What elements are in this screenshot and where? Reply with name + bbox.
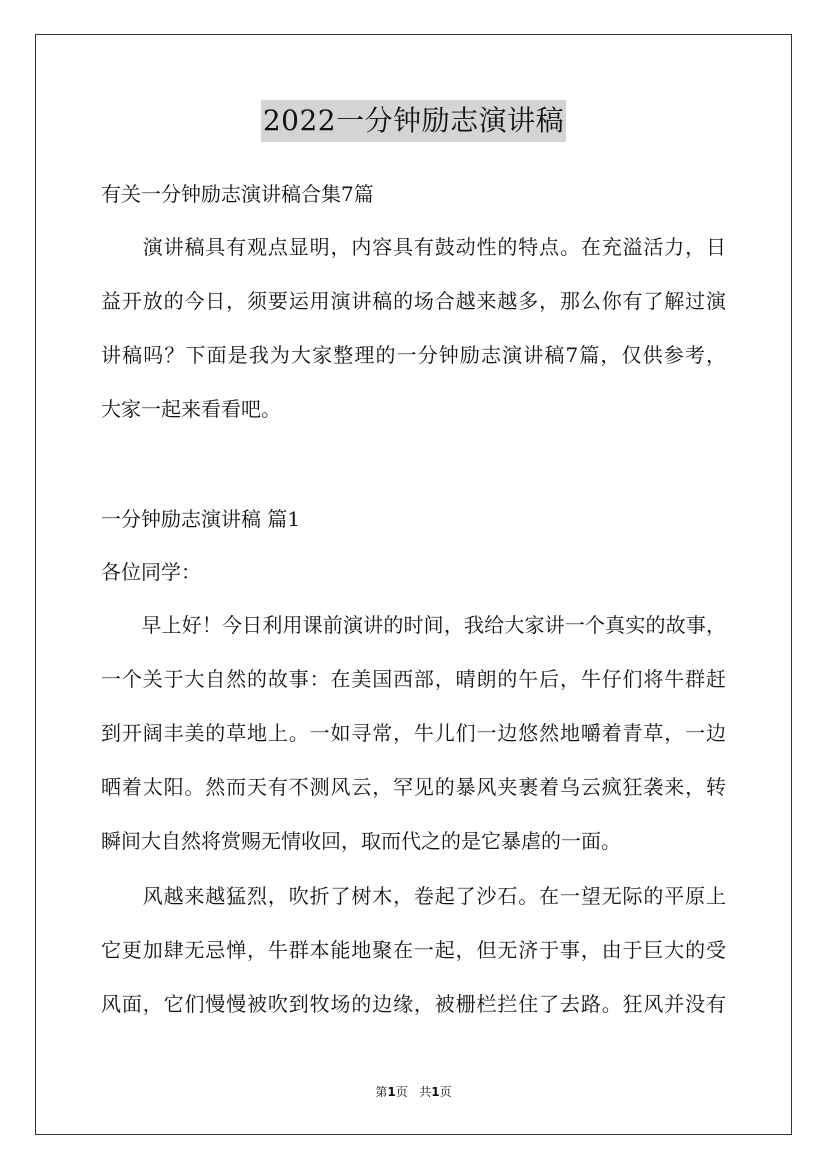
para2-line-2: 它更加肆无忌惮，牛群本能地聚在一起，但无济于事，由于巨大的受 — [101, 938, 726, 962]
salutation: 各位同学： — [101, 560, 201, 584]
intro-line-2: 益开放的今日，须要运用演讲稿的场合越来越多，那么你有了解过演 — [101, 289, 726, 313]
para1-line-2: 一个关于大自然的故事：在美国西部，晴朗的午后，牛仔们将牛群赶 — [101, 667, 726, 691]
intro-line-4: 大家一起来看看吧。 — [101, 397, 281, 421]
title-container — [0, 100, 827, 142]
document-title: 2022一分钟励志演讲稿 — [261, 100, 566, 142]
footer-total-prefix: 共 — [419, 1085, 432, 1099]
intro-line-3: 讲稿吗？下面是我为大家整理的一分钟励志演讲稿7篇，仅供参考， — [101, 343, 726, 367]
para1-line-5: 瞬间大自然将赏赐无情收回，取而代之的是它暴虐的一面。 — [101, 829, 621, 853]
footer-page-number: 1 — [387, 1085, 396, 1099]
page-footer — [0, 1083, 827, 1101]
para1-line-3: 到开阔丰美的草地上。一如寻常，牛儿们一边悠然地嚼着青草，一边 — [101, 721, 726, 745]
para2-line-3: 风面，它们慢慢被吹到牧场的边缘，被栅栏拦住了去路。狂风并没有 — [101, 992, 726, 1016]
footer-page-suffix: 页 — [395, 1085, 408, 1099]
section-heading: 一分钟励志演讲稿 篇1 — [101, 507, 301, 531]
para1-line-4: 晒着太阳。然而天有不测风云，罕见的暴风夹裹着乌云疯狂袭来，转 — [101, 775, 726, 799]
footer-page-prefix: 第 — [375, 1085, 388, 1099]
intro-line-1: 演讲稿具有观点显明，内容具有鼓动性的特点。在充溢活力，日 — [101, 235, 726, 259]
para2-line-1: 风越来越猛烈，吹折了树木，卷起了沙石。在一望无际的平原上 — [101, 884, 726, 908]
footer-total-number: 1 — [431, 1085, 440, 1099]
para1-line-1: 早上好！今日利用课前演讲的时间，我给大家讲一个真实的故事， — [101, 613, 726, 637]
footer-total-suffix: 页 — [439, 1085, 452, 1099]
document-subtitle: 有关一分钟励志演讲稿合集7篇 — [101, 182, 374, 206]
